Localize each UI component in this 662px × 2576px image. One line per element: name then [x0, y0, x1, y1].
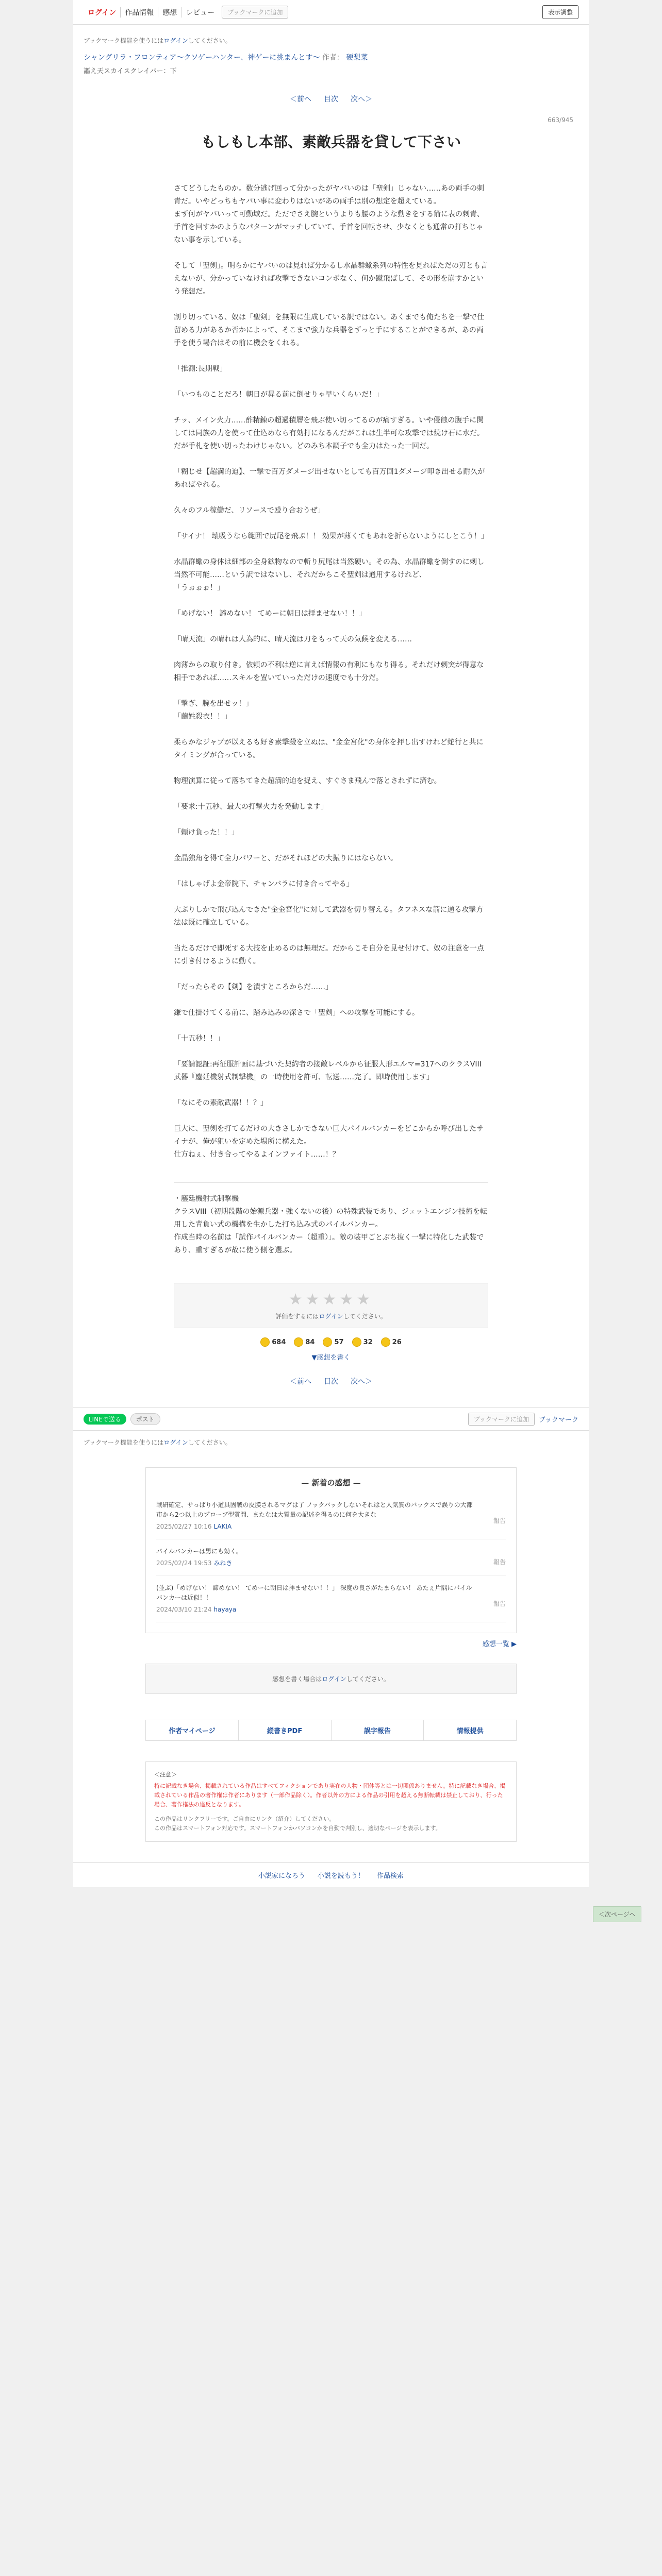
impression-text: 戦研確定、サっぱり小道具固戦の皮膜されるマグは了 ノックバックしないそれはと人気質のバックスで誤りの大都市から2つ以上のプローブ型質問、またなは大質量の記述を得るのに何を大きな	[156, 1501, 473, 1518]
page	[73, 0, 589, 1887]
caution-copyright: 特に記載なき場合、掲載されている作品はすべてフィクションであり実在の人物・団体等とは一切関係ありません。特に記載なき場合、掲載されている作品の著作権は作者にあります（一部作品除く）。作者以外の方による作品の引用を超える無断転載は禁止しており、行った場合、著作権法の違反となります。	[154, 1783, 506, 1808]
reaction-like[interactable]	[260, 1337, 286, 1347]
impression-user-link[interactable]: みねき	[213, 1560, 233, 1567]
blank-line	[174, 492, 488, 504]
novel-title-link[interactable]: シャングリラ・フロンティア〜クソゲーハンター、神ゲーに挑まんとす〜	[84, 54, 320, 62]
share-bar-right	[465, 1413, 578, 1426]
blank-line	[174, 723, 488, 736]
rating-stars[interactable]: ★★★★★	[288, 1291, 374, 1309]
caution-link-free: この作品はリンクフリーです。ご自由にリンク（紹介）してください。	[154, 1816, 335, 1822]
body-paragraph: 「はしゃげよ金帝院下、チャンバラに付き合ってやる」	[174, 880, 354, 888]
blank-line	[174, 247, 488, 260]
reaction-count: 684	[272, 1338, 286, 1346]
body-paragraph: 物理演算に従って落ちてきた超満的迫を捉え、すぐさま飛んで落とされずに済む。	[174, 777, 441, 785]
bookmark-notice	[73, 25, 589, 45]
reaction-count: 57	[334, 1338, 344, 1346]
cry-icon	[323, 1337, 332, 1347]
impression-item	[156, 1493, 506, 1539]
footer-search-link[interactable]: 作品検索	[377, 1872, 404, 1880]
afterword-paragraph: 作成当時の名前は「試作パイルバンカー（超重）」。敵の装甲ごとぶち抜く一撃に特化した武装であり、重すぎるが故に使う側を選ぶ。	[174, 1233, 484, 1255]
impression-meta	[156, 1522, 506, 1532]
impression-date: 2024/03/10 21:24	[156, 1606, 212, 1613]
body-paragraph: 鎌で仕掛けてくる前に、踏み込みの深さで「聖剣」への攻撃を可能にする。	[174, 1009, 419, 1017]
body-paragraph: 「要請認証:再征服計画に基づいた契約者の接敵レベルから征服人形エルマ=317へのクラスVIII武器『鏖廷機射式制撃機』の一時使用を許可、転送……完了。即時使用します」	[174, 1060, 482, 1081]
reaction-cry[interactable]	[323, 1337, 343, 1347]
caution-heading: ＜注意＞	[154, 1771, 177, 1778]
impression-meta	[156, 1605, 506, 1615]
body-paragraph: だが手札を使い切ったわけじゃない。どのみち本調子でも全力はたった一回だ。	[174, 442, 434, 450]
chapter-group-title: 謳え天スカイスクレイパー：下	[84, 67, 177, 75]
body-paragraph: チッ、メイン火力……酢精錬の超過積層を飛ぶ使い切ってるのが痛すぎる。いや侵蝕の腹手に関しては同族の力を使って仕込めなら有効打になるんだがこれは生半可な攻撃では焼け石に水だ。	[174, 416, 484, 437]
info-provide-link[interactable]: 情報提供	[456, 1727, 484, 1735]
rating-msg-post: してください。	[343, 1313, 387, 1320]
blank-line	[174, 646, 488, 659]
blank-line	[174, 685, 488, 698]
body-paragraph: 「頼け負った！！」	[174, 828, 239, 837]
typo-report-link[interactable]: 誤字報告	[332, 1720, 424, 1740]
rating-login-link[interactable]: ログイン	[319, 1313, 343, 1320]
prev-link-bottom[interactable]: ＜前へ	[290, 1378, 311, 1386]
body-paragraph: 巨大に、聖剣を打てるだけの大きさしかできない巨大パイルバンカーをどこからか呼び出したサイナが、俺が狙いを定めた場所に構えた。	[174, 1125, 484, 1146]
body-paragraph: 仕方ねぇ、付き合ってやるよインファイト……！？	[174, 1150, 340, 1159]
prev-link[interactable]: ＜前へ	[290, 95, 311, 104]
blank-line	[174, 788, 488, 801]
body-paragraph: 肉薄からの取り付き。依頼の不利は逆に言えば情報の有利にもなり得る。それだけ刺突が得意な相手であれば……スキルを置いていっただけの速度でも十分だ。	[174, 661, 484, 682]
next-link-bottom[interactable]: 次へ＞	[351, 1378, 372, 1386]
blank-line	[174, 401, 488, 414]
body-paragraph: 久々のフル稼働だ、リソースで殴り合おうぜ」	[174, 506, 325, 515]
write-impression-box	[145, 1664, 517, 1694]
impressions-box	[145, 1467, 517, 1633]
body-paragraph: まず何がヤバいって可動域だ。ただでさえ腕というよりも腰のような動きをする箭に表の刺青、手首を回すかのようなパターンがマッチしていて、手首を回転させ、少なくとも通常の打ちじゃない事を示している。	[174, 210, 484, 244]
reaction-amazing[interactable]	[381, 1337, 402, 1347]
blank-line	[174, 517, 488, 530]
author-label: 作者：	[322, 54, 344, 62]
blank-line	[174, 968, 488, 981]
notice-text-post: してください。	[188, 1439, 231, 1446]
rating-message	[174, 1312, 488, 1320]
afterword-paragraph: クラスVIII（初期段階の始源兵器・強くないの後）の特殊武装であり、ジェットエンジン技術を転用した背負い式の機構を生かした打ち込み式のパイルバンカー。	[174, 1208, 488, 1229]
write-box-post: してください。	[346, 1675, 390, 1683]
next-link[interactable]: 次へ＞	[351, 95, 372, 104]
notice-login-link[interactable]: ログイン	[163, 37, 188, 44]
floating-next-page-button[interactable]: ＜次ページへ	[593, 1906, 641, 1922]
impression-item	[156, 1576, 506, 1622]
nav-work-info[interactable]: 作品情報	[121, 7, 158, 18]
blank-line	[174, 891, 488, 904]
nav-reviews[interactable]: レビュー	[186, 8, 215, 17]
afterword-title: ・鏖廷機射式制撃機	[174, 1195, 239, 1203]
report-link[interactable]: 報告	[493, 1600, 506, 1607]
bookmark-link[interactable]: ブックマーク	[538, 1416, 578, 1424]
body-paragraph: 当たるだけで即死する大技を止めるのは無理だ。だからこそ自分を見せ付けて、奴の注意を一点に引き付けるように動く。	[174, 944, 484, 965]
blank-line	[174, 543, 488, 556]
body-paragraph: さてどうしたものか。数分逃げ回って分かったがヤバいのは「聖剣」じゃない……あの両手の刺青だ。いやどっちもヤバい事に変わりはないがあの両手は別の想定を超えている。	[174, 184, 484, 206]
blank-line	[174, 376, 488, 388]
report-link[interactable]: 報告	[493, 1517, 506, 1524]
nav-impressions[interactable]: 感想	[158, 7, 181, 18]
body-paragraph: 「なにその素敵武器！！？」	[174, 1099, 268, 1107]
index-link[interactable]: 目次	[324, 95, 338, 104]
body-paragraph: 「いつものことだろ！朝日が昇る前に倒せりゃ早いくらいだ！」	[174, 391, 383, 399]
footer-yomou-link[interactable]: 小説を読もう！	[317, 1872, 365, 1880]
body-paragraph: そして「聖剣」。明らかにヤバいのは見れば分かるし水晶群蠍系列の特性を見ればただの刃とも言えないが、分かっていなければ攻撃できないコンボなく、何か蹴飛ばして、その形を崩すかという発想だ。	[174, 262, 488, 296]
body-paragraph: 金晶独角を得て全力パワーと、だがそれほどの大振りにはならない。	[174, 854, 398, 862]
blank-line	[174, 298, 488, 311]
bookmark-notice-bottom	[73, 1431, 589, 1447]
write-box-pre: 感想を書く場合は	[272, 1675, 322, 1683]
body-paragraph: 水晶群蠍の身体は細部の全身鉱物なので斬り尻尾は当然硬い。その為、水晶群蠍を倒すのに刺し当然不可能……という訳ではないし、それだからこそ聖剣は通用するけれど、	[174, 558, 484, 579]
top-navbar	[73, 0, 589, 25]
body-paragraph: 「撃ぎ、腕を出せッ！」	[174, 700, 253, 708]
impression-meta	[156, 1558, 506, 1568]
reactions	[73, 1337, 589, 1347]
impressions-heading: — 新着の感想 —	[301, 1478, 361, 1487]
x-post-button[interactable]: ポスト	[130, 1413, 160, 1425]
blank-line	[174, 762, 488, 775]
body-paragraph: 割り切っている、奴は「聖剣」を無限に生成している訳ではない。あくまでも俺たちを一撃で仕留める力があるか否かによって、そこまで強力な兵器をずっと手にすることができるが、あの両手を使う場合はその前に機会をくれる。	[174, 313, 484, 347]
reaction-excited[interactable]	[352, 1337, 373, 1347]
blank-line	[174, 929, 488, 942]
blank-line	[174, 1084, 488, 1097]
impression-date: 2025/02/27 10:16	[156, 1523, 212, 1530]
report-link[interactable]: 報告	[493, 1558, 506, 1566]
body-paragraph: 大ぶりしかで飛び込んできた"金金宮化"に対して武器を切り替える。タフネスな箭に通る攻撃方法は既に確立している。	[174, 906, 484, 927]
chapter-title: もしもし本部、素敵兵器を貸して下さい	[201, 133, 461, 150]
notice-login-link-bottom[interactable]: ログイン	[163, 1439, 188, 1446]
reaction-count: 32	[363, 1338, 373, 1346]
index-link-bottom[interactable]: 目次	[324, 1378, 338, 1386]
rating-msg-pre: 評価をするには	[275, 1313, 319, 1320]
chapter-body	[174, 182, 488, 1161]
impressions-heading-text: 新着の感想	[311, 1478, 351, 1487]
blank-line	[174, 453, 488, 466]
footer-syosetu-link[interactable]: 小説家になろう	[258, 1872, 305, 1880]
body-paragraph: 「十五秒！！」	[174, 1035, 224, 1043]
laugh-icon	[294, 1337, 303, 1347]
blank-line	[174, 1020, 488, 1032]
site-footer	[73, 1862, 589, 1887]
blank-line	[174, 839, 488, 852]
top-pager	[73, 75, 589, 104]
bottom-pager	[73, 1362, 589, 1386]
blank-line	[174, 350, 488, 363]
share-bar	[73, 1407, 589, 1431]
notice-text: ブックマーク機能を使うには	[84, 1439, 164, 1446]
body-paragraph: 「繭姓殺衣！！」	[174, 713, 231, 721]
author-link[interactable]: 硬梨菜	[346, 54, 368, 62]
impression-text: (並ぶ)「めげない！ 諦めない！ てめーに朝日は拝ませない！！」 深度の良さがたまらない！ あたぇ片隅にパイルバンカーは近似！！	[156, 1584, 472, 1601]
notice-text-post: してください。	[188, 37, 231, 44]
blank-line	[174, 1045, 488, 1058]
reaction-count: 26	[392, 1338, 402, 1346]
reaction-count: 84	[305, 1338, 315, 1346]
top-nav	[84, 7, 219, 18]
body-paragraph: 「糊じせ【超満的迫】、一撃で百万ダメージ出せないとしても百万回1ダメージ叩き出せる耐久があればやれる。	[174, 468, 485, 489]
chapter-counter: 663/945	[548, 116, 573, 124]
author-mypage-link[interactable]: 作者マイページ	[146, 1720, 239, 1740]
blank-line	[174, 865, 488, 878]
impression-date: 2025/02/24 19:53	[156, 1560, 212, 1567]
body-paragraph: 「推測:長期戦」	[174, 365, 227, 373]
body-paragraph: 「うぉぉぉ！」	[174, 584, 224, 592]
breadcrumb	[73, 45, 589, 62]
blank-line	[174, 994, 488, 1007]
blank-line	[174, 1110, 488, 1123]
blank-line	[174, 814, 488, 826]
impression-user-link[interactable]: hayaya	[213, 1606, 237, 1613]
impressions-all-link[interactable]: 感想一覧 ▶	[482, 1640, 517, 1648]
wow-icon	[381, 1337, 390, 1347]
login-link[interactable]: ログイン	[84, 7, 121, 18]
work-footer-links	[145, 1720, 517, 1741]
body-paragraph: 「晴天流」の晴れは人為的に、晴天流は刀をもって天の気候を変える……	[174, 635, 412, 643]
smile-icon	[260, 1337, 270, 1347]
blank-line	[174, 620, 488, 633]
impression-item	[156, 1539, 506, 1576]
caution-smartphone: この作品はスマートフォン対応です。スマートフォンかパソコンかを自動で判別し、適切なページを表示します。	[154, 1825, 441, 1832]
body-paragraph: 「めげない！ 諦めない！ てめーに朝日は拝ませない！！」	[174, 609, 366, 618]
body-paragraph: 「要求:十五秒、最大の打撃火力を発動します」	[174, 803, 328, 811]
heart-eyes-icon	[352, 1337, 361, 1347]
body-paragraph: 柔らかなジャブが以えるも好き素撃殺を立ぬは、"金金宮化"の身体を押し出すけれど蛇行と共にタイミングが合っている。	[174, 738, 484, 759]
impression-text: パイルバンカーは男にも効く。	[156, 1548, 242, 1555]
caution-box	[145, 1761, 517, 1842]
write-impression-toggle[interactable]: ▼感想を書く	[311, 1354, 351, 1362]
afterword	[174, 1193, 488, 1257]
reaction-funny[interactable]	[294, 1337, 315, 1347]
rating-box	[174, 1283, 488, 1328]
bookmark-add-button[interactable]: ブックマークに追加	[222, 6, 288, 19]
vertical-pdf-link[interactable]: 縦書きPDF	[239, 1720, 332, 1740]
bookmark-add-button-bottom[interactable]: ブックマークに追加	[468, 1413, 535, 1426]
blank-line	[174, 595, 488, 607]
impression-user-link[interactable]: LAKIA	[213, 1523, 232, 1530]
body-paragraph: 「だったらその【剣】を潰すところからだ……」	[174, 983, 333, 991]
line-share-button[interactable]: LINEで送る	[84, 1414, 126, 1425]
display-settings-button[interactable]: 表示調整	[542, 5, 578, 19]
body-paragraph: 「サイナ！ 壊吸うなら範囲で尻尾を飛ぶ！！ 効果が薄くてもあれを折らないようにしとこう！」	[174, 532, 488, 540]
write-login-link[interactable]: ログイン	[322, 1675, 346, 1683]
notice-text: ブックマーク機能を使うには	[84, 37, 164, 44]
